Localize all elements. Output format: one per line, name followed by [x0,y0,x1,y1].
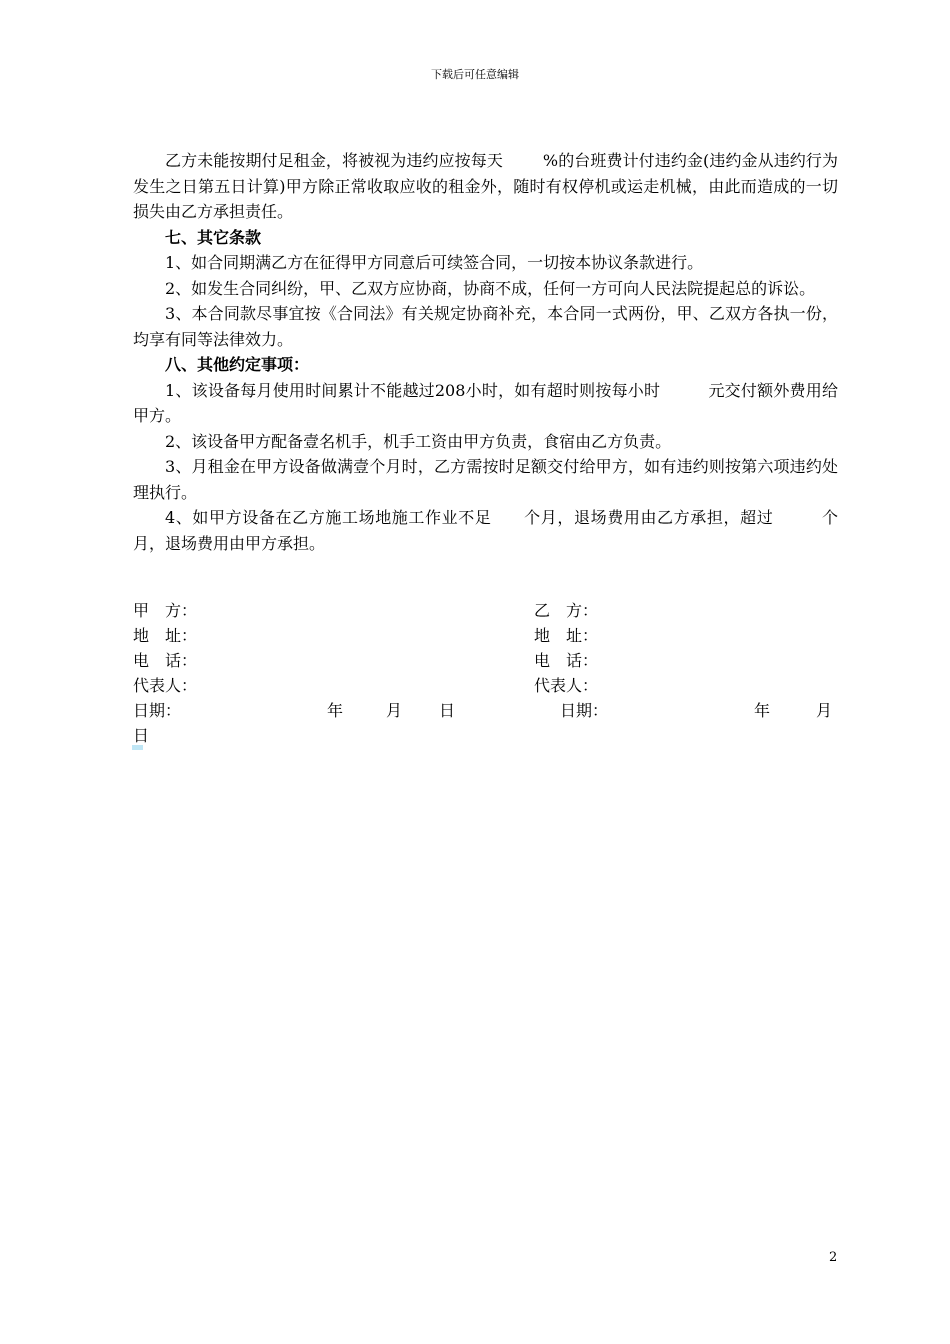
text-cursor [132,745,143,750]
clause-8-1: 1、该设备每月使用时间累计不能越过208小时，如有超时则按每小时 元交付额外费用给甲方。 [133,380,838,425]
party-a-day-label: 日 [439,701,456,720]
party-a-phone-label: 电 话： [133,651,198,670]
document-body [133,148,838,556]
party-a-label: 甲 方： [133,601,198,620]
party-b-day-label: 日 [133,726,150,745]
signature-row-date-wrap [133,723,838,748]
party-b-month-label: 月 [816,701,833,720]
section-heading-8: 八、其他约定事项： [165,355,310,374]
party-a-month-label: 月 [386,701,403,720]
page-number: 2 [829,1250,838,1265]
paragraph-penalty: 乙方未能按期付足租金，将被视为违约应按每天 %的台班费计付违约金(违约金从违约行为发生之日第五日计算)甲方除正常收取应收的租金外，随时有权停机或运走机械，由此而造成的一切损失由乙方承担责任。 [133,151,838,221]
clause-7-1: 1、如合同期满乙方在征得甲方同意后可续签合同，一切按本协议条款进行。 [165,253,704,272]
party-a-year-label: 年 [327,701,344,720]
signature-block [133,598,838,748]
party-a-date-label: 日 期： [133,701,182,720]
party-b-address-label: 地 址： [534,626,599,645]
signature-row-phone [133,648,838,673]
page-header: 下载后可任意编辑 [431,68,519,81]
clause-8-4: 4、如甲方设备在乙方施工场地施工作业不足 个月，退场费用由乙方承担，超过 个月，退场费用由甲方承担。 [133,508,838,553]
signature-row-date [133,698,838,723]
signature-row-rep [133,673,838,698]
section-heading-7: 七、其它条款 [165,227,262,247]
party-b-phone-label: 电 话： [534,651,599,670]
signature-row-party [133,598,838,623]
party-b-date-label: 日 期： [560,701,609,720]
party-a-address-label: 地 址： [133,626,198,645]
signature-row-address [133,623,838,648]
clause-7-2: 2、如发生合同纠纷，甲、乙双方应协商，协商不成，任何一方可向人民法院提起总的诉讼。 [165,278,816,298]
party-b-label: 乙 方： [534,601,599,620]
clause-8-2: 2、该设备甲方配备壹名机手，机手工资由甲方负责，食宿由乙方负责。 [165,431,672,451]
party-b-year-label: 年 [754,701,771,720]
party-a-rep-label: 代表人： [133,676,198,695]
clause-8-3: 3、月租金在甲方设备做满壹个月时，乙方需按时足额交付给甲方，如有违约则按第六项违约处理执行。 [133,457,838,502]
clause-7-3: 3、本合同款尽事宜按《合同法》有关规定协商补充，本合同一式两份，甲、乙双方各执一份，均享有同等法律效力。 [133,304,838,349]
party-b-rep-label: 代表人： [534,676,599,695]
